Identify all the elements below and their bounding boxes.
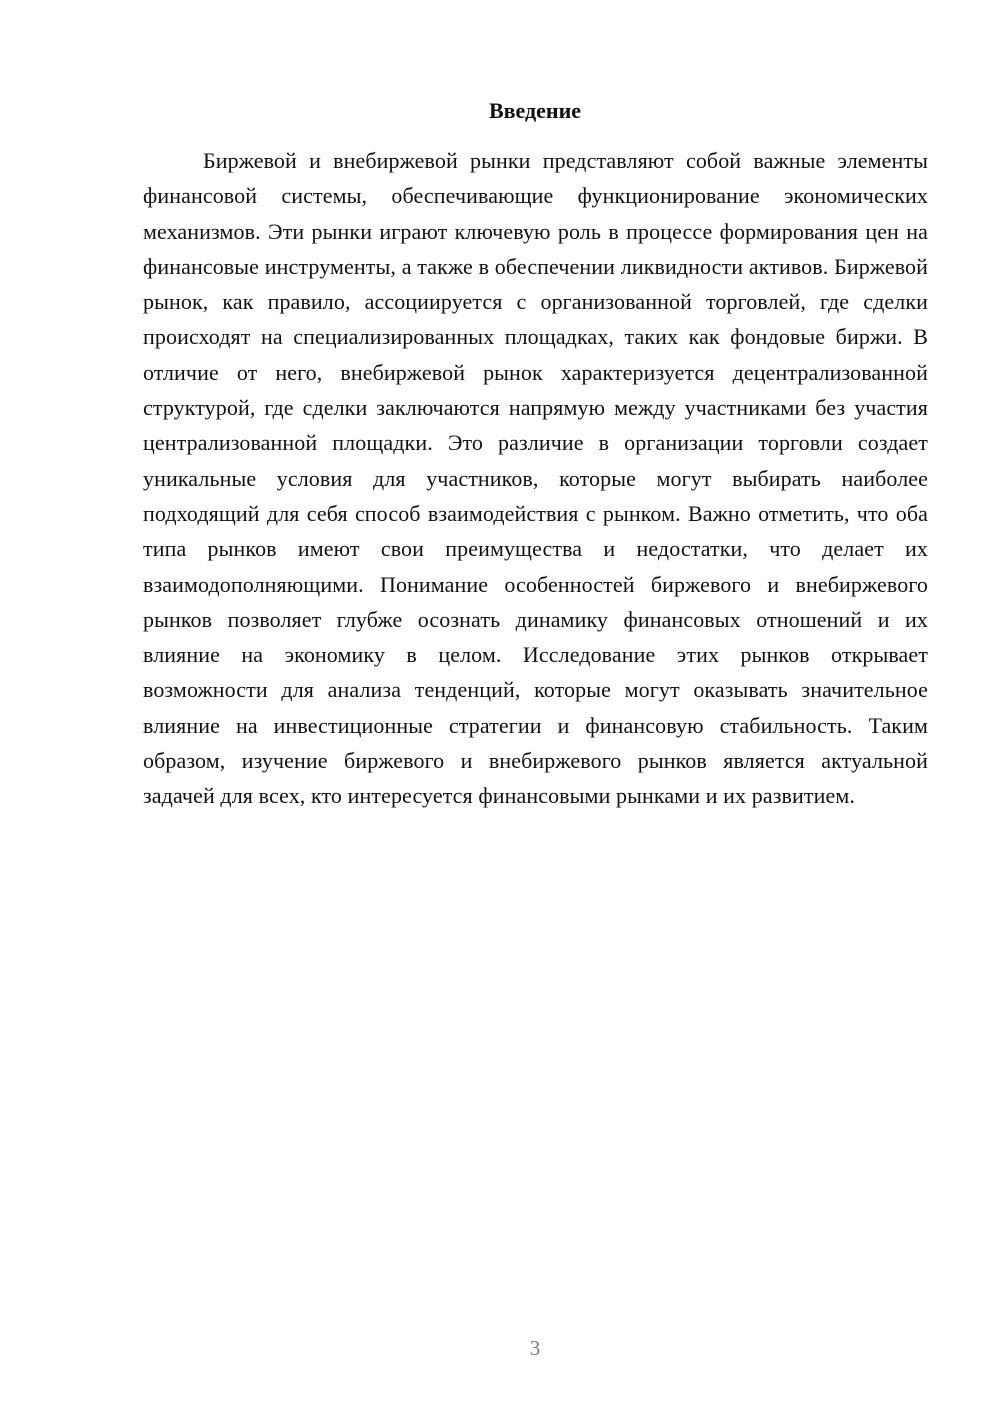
body-paragraph: Биржевой и внебиржевой рынки представляют собой важные элементы финансовой системы, обеспечивающие функционирование экономических механизмов. Эти рынки играют ключевую роль в процессе формирования цен на финансовые инструменты, а также в обеспечении ликвидности активов. Биржевой рынок, как правило, ассоциируется с организованной торговлей, где сделки происходят на специализированных площадках, таких как фондовые биржи. В отличие от него, внебиржевой рынок характеризуется децентрализованной структурой, где сделки заключаются напрямую между участниками без участия централизованной площадки. Это различие в организации торговли создает уникальные условия для участников, которые могут выбирать наиболее подходящий для себя способ взаимодействия с рынком. Важно отметить, что оба типа рынков имеют свои преимущества и недостатки, что делает их взаимодополняющими. Понимание особенностей биржевого и внебиржевого рынков позволяет глубже осознать динамику финансовых отношений и их влияние на экономику в целом. Исследование этих рынков открывает возможности для анализа тенденций, которые могут оказывать значительное влияние на инвестиционные стратегии и финансовую стабильность. Таким образом, изучение биржевого и внебиржевого рынков является актуальной задачей для всех, кто интересуется финансовыми рынками и их развитием. (143, 148, 928, 809)
section-title: Введение (488, 98, 582, 123)
page-number: 3 (529, 1336, 541, 1360)
